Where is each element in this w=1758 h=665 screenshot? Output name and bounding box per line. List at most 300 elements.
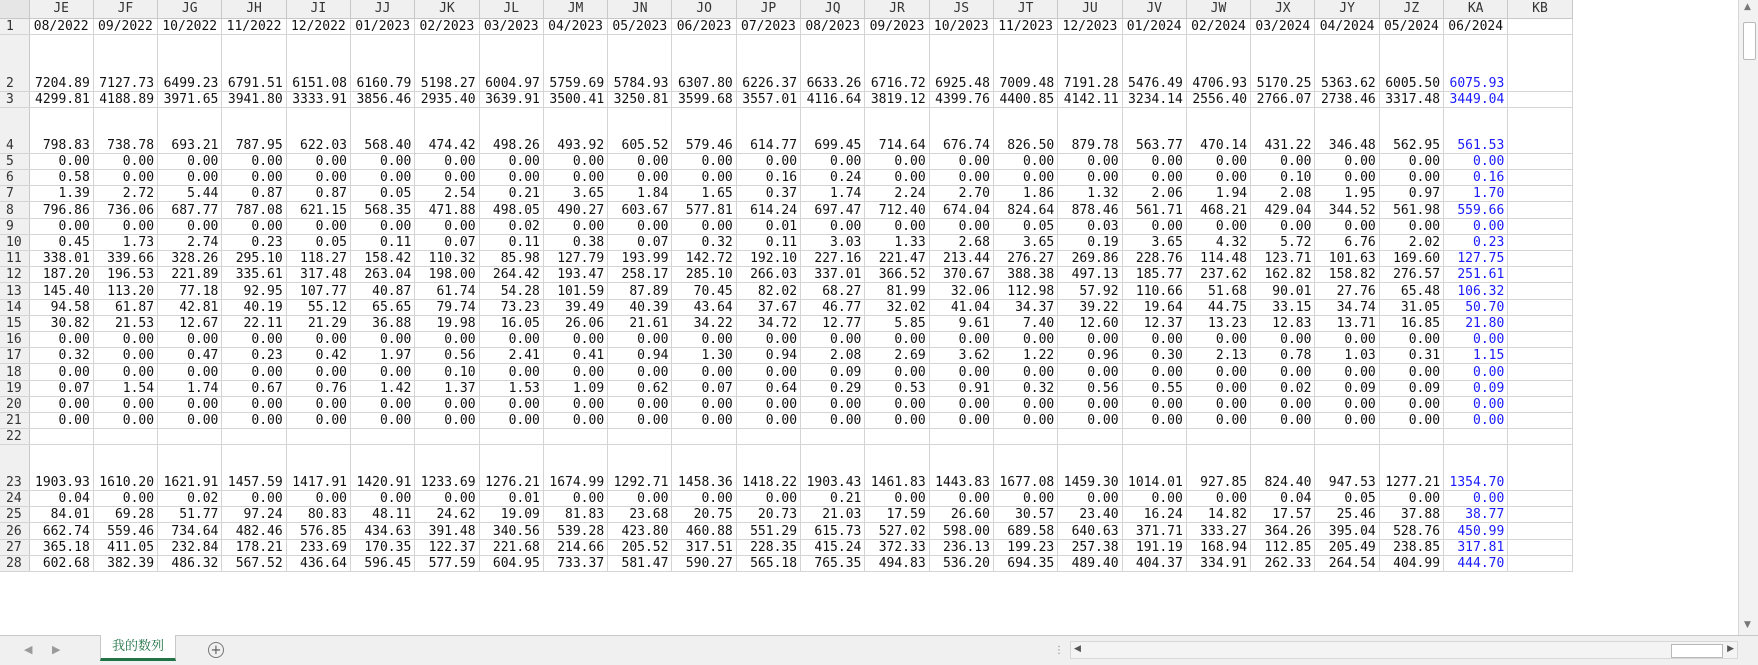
cell[interactable]: 486.32 <box>158 555 222 571</box>
cell[interactable]: 404.99 <box>1379 555 1443 571</box>
cell[interactable]: 81.99 <box>865 283 929 299</box>
cell[interactable]: 0.11 <box>736 234 800 250</box>
cell[interactable]: 85.98 <box>479 251 543 267</box>
cell[interactable]: 16.85 <box>1379 315 1443 331</box>
cell[interactable] <box>1508 283 1572 299</box>
cell[interactable]: 0.05 <box>286 234 350 250</box>
cell[interactable]: 03/2023 <box>479 18 543 34</box>
cell[interactable]: 3250.81 <box>608 91 672 107</box>
cell[interactable]: 0.09 <box>1444 380 1508 396</box>
cell[interactable]: 0.00 <box>1444 153 1508 169</box>
cell[interactable]: 257.38 <box>1058 539 1122 555</box>
cell[interactable]: 0.00 <box>1379 364 1443 380</box>
cell[interactable]: 0.67 <box>222 380 286 396</box>
cell[interactable] <box>608 429 672 445</box>
cell[interactable]: 0.00 <box>672 153 736 169</box>
cell[interactable]: 604.95 <box>479 555 543 571</box>
cell[interactable]: 1.39 <box>29 186 93 202</box>
cell[interactable]: 0.00 <box>1379 170 1443 186</box>
cell[interactable]: 689.58 <box>993 523 1057 539</box>
cell[interactable]: 31.05 <box>1379 299 1443 315</box>
cell[interactable]: 0.32 <box>993 380 1057 396</box>
cell[interactable]: 0.00 <box>93 412 157 428</box>
cell[interactable]: 42.81 <box>158 299 222 315</box>
cell[interactable]: 0.16 <box>736 170 800 186</box>
cell[interactable]: 824.40 <box>1251 445 1315 491</box>
row-header[interactable]: 27 <box>0 539 29 555</box>
cell[interactable]: 317.48 <box>286 267 350 283</box>
cell[interactable]: 5476.49 <box>1122 34 1186 91</box>
cell[interactable]: 192.10 <box>736 251 800 267</box>
cell[interactable]: 3.62 <box>929 348 993 364</box>
cell[interactable]: 0.78 <box>1251 348 1315 364</box>
cell[interactable]: 26.06 <box>543 315 607 331</box>
cell[interactable]: 110.32 <box>415 251 479 267</box>
cell[interactable]: 238.85 <box>1379 539 1443 555</box>
cell[interactable]: 0.11 <box>479 234 543 250</box>
cell[interactable]: 3.65 <box>1122 234 1186 250</box>
cell[interactable]: 43.64 <box>672 299 736 315</box>
cell[interactable]: 12/2023 <box>1058 18 1122 34</box>
cell[interactable]: 227.16 <box>801 251 865 267</box>
cell[interactable]: 0.00 <box>736 491 800 507</box>
cell[interactable]: 551.29 <box>736 523 800 539</box>
vertical-scrollbar[interactable] <box>1738 0 1758 635</box>
cell[interactable] <box>801 429 865 445</box>
cell[interactable]: 0.00 <box>1058 153 1122 169</box>
cell[interactable]: 5170.25 <box>1251 34 1315 91</box>
cell[interactable]: 0.00 <box>350 218 414 234</box>
cell[interactable]: 0.05 <box>1315 491 1379 507</box>
cell[interactable]: 0.00 <box>736 331 800 347</box>
cell[interactable]: 3599.68 <box>672 91 736 107</box>
cell[interactable]: 0.00 <box>350 170 414 186</box>
cell[interactable]: 927.85 <box>1186 445 1250 491</box>
cell[interactable]: 0.00 <box>543 412 607 428</box>
cell[interactable]: 468.21 <box>1186 202 1250 218</box>
cell[interactable]: 34.74 <box>1315 299 1379 315</box>
cell[interactable]: 0.42 <box>286 348 350 364</box>
cell[interactable]: 0.00 <box>1186 218 1250 234</box>
cell[interactable]: 0.23 <box>222 234 286 250</box>
cell[interactable] <box>158 429 222 445</box>
cell[interactable]: 2.74 <box>158 234 222 250</box>
scroll-up-arrow-icon[interactable]: ▲ <box>1744 2 1751 12</box>
cell[interactable]: 0.00 <box>1122 170 1186 186</box>
cell[interactable]: 450.99 <box>1444 523 1508 539</box>
cell[interactable]: 90.01 <box>1251 283 1315 299</box>
cell[interactable] <box>736 429 800 445</box>
cell[interactable]: 497.13 <box>1058 267 1122 283</box>
cell[interactable]: 1677.08 <box>993 445 1057 491</box>
cell[interactable]: 1292.71 <box>608 445 672 491</box>
cell[interactable]: 0.00 <box>158 396 222 412</box>
cell[interactable]: 429.04 <box>1251 202 1315 218</box>
cell[interactable]: 12.60 <box>1058 315 1122 331</box>
cell[interactable]: 1.95 <box>1315 186 1379 202</box>
cell[interactable]: 0.00 <box>801 218 865 234</box>
cell[interactable]: 4400.85 <box>993 91 1057 107</box>
cell[interactable] <box>1508 34 1572 91</box>
cell[interactable] <box>1508 445 1572 491</box>
cell[interactable]: 5759.69 <box>543 34 607 91</box>
cell[interactable]: 0.00 <box>608 412 672 428</box>
cell[interactable]: 0.00 <box>993 170 1057 186</box>
cell[interactable]: 317.81 <box>1444 539 1508 555</box>
cell[interactable]: 9.61 <box>929 315 993 331</box>
cell[interactable]: 51.77 <box>158 507 222 523</box>
cell[interactable] <box>1508 107 1572 153</box>
cell[interactable]: 0.00 <box>415 412 479 428</box>
cell[interactable]: 34.22 <box>672 315 736 331</box>
row-header[interactable]: 13 <box>0 283 29 299</box>
cell[interactable]: 3941.80 <box>222 91 286 107</box>
cell[interactable]: 20.73 <box>736 507 800 523</box>
cell[interactable]: 0.41 <box>543 348 607 364</box>
cell[interactable]: 25.46 <box>1315 507 1379 523</box>
cell[interactable]: 33.15 <box>1251 299 1315 315</box>
cell[interactable]: 0.24 <box>801 170 865 186</box>
cell[interactable]: 0.00 <box>1444 412 1508 428</box>
cell[interactable]: 0.00 <box>350 331 414 347</box>
cell[interactable]: 1458.36 <box>672 445 736 491</box>
cell[interactable]: 603.67 <box>608 202 672 218</box>
cell[interactable]: 577.81 <box>672 202 736 218</box>
cell[interactable]: 765.35 <box>801 555 865 571</box>
row-header[interactable]: 1 <box>0 18 29 34</box>
cell[interactable]: 796.86 <box>29 202 93 218</box>
cell[interactable]: 0.00 <box>1251 412 1315 428</box>
cell[interactable]: 01/2024 <box>1122 18 1186 34</box>
cell[interactable]: 388.38 <box>993 267 1057 283</box>
cell[interactable]: 162.82 <box>1251 267 1315 283</box>
cell[interactable]: 423.80 <box>608 523 672 539</box>
cell[interactable]: 493.92 <box>543 107 607 153</box>
cell[interactable]: 436.64 <box>286 555 350 571</box>
cell[interactable]: 0.00 <box>993 396 1057 412</box>
cell[interactable]: 6005.50 <box>1379 34 1443 91</box>
cell[interactable]: 0.00 <box>929 218 993 234</box>
cell[interactable]: 0.00 <box>543 218 607 234</box>
cell[interactable]: 6004.97 <box>479 34 543 91</box>
cell[interactable]: 0.00 <box>672 491 736 507</box>
row-header[interactable]: 3 <box>0 91 29 107</box>
cell[interactable]: 145.40 <box>29 283 93 299</box>
cell[interactable]: 602.68 <box>29 555 93 571</box>
cell[interactable]: 112.98 <box>993 283 1057 299</box>
cell[interactable]: 0.00 <box>415 396 479 412</box>
cell[interactable]: 3971.65 <box>158 91 222 107</box>
cell[interactable]: 712.40 <box>865 202 929 218</box>
cell[interactable]: 0.00 <box>222 218 286 234</box>
cell[interactable]: 694.35 <box>993 555 1057 571</box>
cell[interactable]: 2.41 <box>479 348 543 364</box>
cell[interactable]: 563.77 <box>1122 107 1186 153</box>
cell[interactable]: 0.00 <box>608 364 672 380</box>
row-header[interactable]: 23 <box>0 445 29 491</box>
cell[interactable]: 54.28 <box>479 283 543 299</box>
cell[interactable]: 366.52 <box>865 267 929 283</box>
cell[interactable] <box>543 429 607 445</box>
vertical-scroll-thumb[interactable] <box>1743 22 1756 60</box>
cell[interactable]: 0.00 <box>543 170 607 186</box>
cell[interactable]: 0.00 <box>543 331 607 347</box>
cell[interactable] <box>1508 412 1572 428</box>
cell[interactable]: 621.15 <box>286 202 350 218</box>
cell[interactable]: 11/2022 <box>222 18 286 34</box>
cell[interactable]: 0.00 <box>1379 396 1443 412</box>
cell[interactable]: 10/2022 <box>158 18 222 34</box>
cell[interactable]: 370.67 <box>929 267 993 283</box>
cell[interactable]: 05/2023 <box>608 18 672 34</box>
cell[interactable]: 6307.80 <box>672 34 736 91</box>
cell[interactable]: 0.00 <box>1186 364 1250 380</box>
cell[interactable]: 158.82 <box>1315 267 1379 283</box>
cell[interactable]: 0.00 <box>1444 331 1508 347</box>
cell[interactable]: 19.98 <box>415 315 479 331</box>
cell[interactable]: 674.04 <box>929 202 993 218</box>
cell[interactable]: 444.70 <box>1444 555 1508 571</box>
cell[interactable]: 65.48 <box>1379 283 1443 299</box>
cell[interactable]: 10/2023 <box>929 18 993 34</box>
cell[interactable]: 826.50 <box>993 107 1057 153</box>
cell[interactable] <box>1058 429 1122 445</box>
cell[interactable]: 0.00 <box>1251 218 1315 234</box>
cell[interactable]: 0.00 <box>929 153 993 169</box>
cell[interactable]: 5784.93 <box>608 34 672 91</box>
cell[interactable]: 4399.76 <box>929 91 993 107</box>
cell[interactable]: 0.00 <box>1122 412 1186 428</box>
cell[interactable]: 0.00 <box>1315 153 1379 169</box>
cell[interactable]: 266.03 <box>736 267 800 283</box>
cell[interactable] <box>93 429 157 445</box>
cell[interactable]: 6226.37 <box>736 34 800 91</box>
cell[interactable]: 3449.04 <box>1444 91 1508 107</box>
cell[interactable]: 233.69 <box>286 539 350 555</box>
cell[interactable]: 415.24 <box>801 539 865 555</box>
column-header[interactable]: JL <box>479 0 543 18</box>
cell[interactable]: 0.38 <box>543 234 607 250</box>
cell[interactable]: 0.00 <box>222 412 286 428</box>
cell[interactable]: 122.37 <box>415 539 479 555</box>
column-header[interactable]: JH <box>222 0 286 18</box>
cell[interactable]: 640.63 <box>1058 523 1122 539</box>
cell[interactable]: 5.44 <box>158 186 222 202</box>
cell[interactable]: 0.00 <box>993 364 1057 380</box>
cell[interactable]: 84.01 <box>29 507 93 523</box>
cell[interactable]: 0.56 <box>415 348 479 364</box>
cell[interactable]: 662.74 <box>29 523 93 539</box>
cell[interactable]: 0.07 <box>415 234 479 250</box>
cell[interactable]: 0.00 <box>1251 396 1315 412</box>
cell[interactable]: 0.00 <box>479 153 543 169</box>
cell[interactable]: 0.00 <box>350 396 414 412</box>
cell[interactable]: 334.91 <box>1186 555 1250 571</box>
cell[interactable]: 6791.51 <box>222 34 286 91</box>
cell[interactable]: 5363.62 <box>1315 34 1379 91</box>
cell[interactable]: 490.27 <box>543 202 607 218</box>
cell[interactable]: 0.00 <box>350 364 414 380</box>
cell[interactable]: 0.02 <box>1251 380 1315 396</box>
cell[interactable]: 17.57 <box>1251 507 1315 523</box>
cell[interactable]: 0.58 <box>29 170 93 186</box>
cell[interactable]: 0.53 <box>865 380 929 396</box>
cell[interactable]: 118.27 <box>286 251 350 267</box>
cell[interactable]: 0.00 <box>801 396 865 412</box>
column-header[interactable]: JX <box>1251 0 1315 18</box>
cell[interactable]: 4188.89 <box>93 91 157 107</box>
cell[interactable]: 0.00 <box>672 170 736 186</box>
add-sheet-icon[interactable]: + <box>208 642 224 658</box>
cell[interactable]: 1.70 <box>1444 186 1508 202</box>
cell[interactable]: 614.77 <box>736 107 800 153</box>
cell[interactable]: 7127.73 <box>93 34 157 91</box>
cell[interactable]: 39.49 <box>543 299 607 315</box>
cell[interactable]: 228.35 <box>736 539 800 555</box>
row-header[interactable]: 15 <box>0 315 29 331</box>
cell[interactable]: 0.00 <box>865 331 929 347</box>
cell[interactable]: 561.98 <box>1379 202 1443 218</box>
cell[interactable]: 14.82 <box>1186 507 1250 523</box>
cell[interactable]: 110.66 <box>1122 283 1186 299</box>
cell[interactable]: 0.09 <box>801 364 865 380</box>
cell[interactable]: 0.29 <box>801 380 865 396</box>
cell[interactable]: 733.37 <box>543 555 607 571</box>
cell[interactable]: 335.61 <box>222 267 286 283</box>
cell[interactable]: 0.00 <box>1058 491 1122 507</box>
cell[interactable]: 276.27 <box>993 251 1057 267</box>
cell[interactable]: 191.19 <box>1122 539 1186 555</box>
cell[interactable]: 107.77 <box>286 283 350 299</box>
cell[interactable] <box>286 429 350 445</box>
cell[interactable]: 0.00 <box>1315 364 1379 380</box>
cell[interactable]: 365.18 <box>29 539 93 555</box>
cell[interactable]: 527.02 <box>865 523 929 539</box>
cell[interactable]: 68.27 <box>801 283 865 299</box>
cell[interactable]: 1.09 <box>543 380 607 396</box>
cell[interactable]: 4299.81 <box>29 91 93 107</box>
cell[interactable]: 127.79 <box>543 251 607 267</box>
cell[interactable] <box>1508 429 1572 445</box>
row-header[interactable]: 5 <box>0 153 29 169</box>
cell[interactable]: 0.00 <box>29 331 93 347</box>
row-header[interactable]: 6 <box>0 170 29 186</box>
cell[interactable]: 0.09 <box>1379 380 1443 396</box>
cell[interactable]: 0.00 <box>350 153 414 169</box>
cell[interactable]: 41.04 <box>929 299 993 315</box>
cell[interactable]: 1.84 <box>608 186 672 202</box>
cell[interactable]: 113.20 <box>93 283 157 299</box>
cell[interactable]: 19.09 <box>479 507 543 523</box>
cell[interactable]: 1610.20 <box>93 445 157 491</box>
cell[interactable]: 04/2023 <box>543 18 607 34</box>
row-header[interactable]: 25 <box>0 507 29 523</box>
cell[interactable]: 6499.23 <box>158 34 222 91</box>
cell[interactable]: 0.00 <box>286 364 350 380</box>
cell[interactable]: 0.00 <box>929 364 993 380</box>
cell[interactable]: 13.23 <box>1186 315 1250 331</box>
column-header[interactable]: JF <box>93 0 157 18</box>
cell[interactable]: 127.75 <box>1444 251 1508 267</box>
cell[interactable]: 0.07 <box>608 234 672 250</box>
cell[interactable]: 205.52 <box>608 539 672 555</box>
cell[interactable]: 339.66 <box>93 251 157 267</box>
cell[interactable]: 0.00 <box>415 331 479 347</box>
cell[interactable]: 528.76 <box>1379 523 1443 539</box>
cell[interactable]: 699.45 <box>801 107 865 153</box>
column-header[interactable]: JQ <box>801 0 865 18</box>
cell[interactable]: 21.29 <box>286 315 350 331</box>
cell[interactable]: 0.23 <box>222 348 286 364</box>
cell[interactable]: 264.42 <box>479 267 543 283</box>
cell[interactable]: 0.00 <box>93 218 157 234</box>
cell[interactable]: 0.00 <box>286 218 350 234</box>
cell[interactable]: 0.04 <box>1251 491 1315 507</box>
cell[interactable]: 03/2024 <box>1251 18 1315 34</box>
cell[interactable]: 0.19 <box>1058 234 1122 250</box>
cell[interactable]: 0.00 <box>1122 331 1186 347</box>
cell[interactable]: 0.00 <box>1379 491 1443 507</box>
cell[interactable]: 338.01 <box>29 251 93 267</box>
cell[interactable]: 0.00 <box>158 412 222 428</box>
cell[interactable]: 16.24 <box>1122 507 1186 523</box>
cell[interactable]: 0.62 <box>608 380 672 396</box>
cell[interactable]: 0.00 <box>29 364 93 380</box>
column-header[interactable]: JU <box>1058 0 1122 18</box>
cell[interactable]: 34.72 <box>736 315 800 331</box>
cell[interactable]: 0.00 <box>222 153 286 169</box>
cell[interactable] <box>993 429 1057 445</box>
cell[interactable]: 561.53 <box>1444 107 1508 153</box>
cell[interactable]: 0.00 <box>672 412 736 428</box>
cell[interactable]: 1.74 <box>158 380 222 396</box>
row-header[interactable]: 9 <box>0 218 29 234</box>
cell[interactable]: 0.00 <box>736 396 800 412</box>
cell[interactable]: 123.71 <box>1251 251 1315 267</box>
cell[interactable]: 0.00 <box>93 364 157 380</box>
cell[interactable]: 0.00 <box>543 153 607 169</box>
cell[interactable]: 714.64 <box>865 107 929 153</box>
cell[interactable]: 1354.70 <box>1444 445 1508 491</box>
cell[interactable]: 4116.64 <box>801 91 865 107</box>
column-header[interactable]: JR <box>865 0 929 18</box>
cell[interactable]: 0.00 <box>929 170 993 186</box>
column-header[interactable]: KA <box>1444 0 1508 18</box>
cell[interactable]: 536.20 <box>929 555 993 571</box>
cell[interactable]: 0.00 <box>158 153 222 169</box>
cell[interactable]: 577.59 <box>415 555 479 571</box>
cell[interactable]: 0.23 <box>1444 234 1508 250</box>
cell[interactable]: 2.24 <box>865 186 929 202</box>
cell[interactable]: 0.00 <box>350 412 414 428</box>
cell[interactable]: 568.40 <box>350 107 414 153</box>
cell[interactable]: 0.32 <box>672 234 736 250</box>
cell[interactable]: 0.02 <box>158 491 222 507</box>
cell[interactable]: 73.23 <box>479 299 543 315</box>
cell[interactable]: 178.21 <box>222 539 286 555</box>
cell[interactable]: 0.00 <box>672 364 736 380</box>
cell[interactable]: 0.00 <box>93 396 157 412</box>
cell[interactable] <box>1444 429 1508 445</box>
column-header[interactable]: KB <box>1508 0 1572 18</box>
cell[interactable]: 48.11 <box>350 507 414 523</box>
cell[interactable]: 19.64 <box>1122 299 1186 315</box>
cell[interactable]: 0.00 <box>286 396 350 412</box>
horizontal-scrollbar[interactable] <box>1070 641 1738 659</box>
cell[interactable]: 559.46 <box>93 523 157 539</box>
cell[interactable]: 61.74 <box>415 283 479 299</box>
cell[interactable]: 0.00 <box>29 218 93 234</box>
